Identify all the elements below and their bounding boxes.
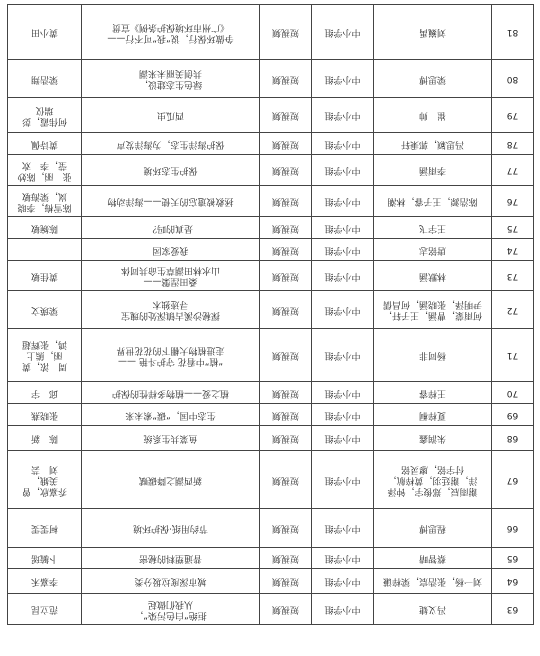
cell-title: 生态中国，“碳”索未来: [82, 404, 260, 426]
cell-num: 67: [492, 451, 534, 509]
cell-level: 中小学组: [312, 155, 374, 186]
cell-category: 短视频: [260, 548, 312, 569]
table-row: [8, 329, 534, 382]
cell-num: 63: [492, 594, 534, 625]
cell-level: 中小学组: [312, 404, 374, 426]
cell-num: 71: [492, 329, 534, 382]
cell-level: 中小学组: [312, 548, 374, 569]
cell-authors: 夏梓桐: [374, 404, 492, 426]
cell-title: 节约用纸·保护环境: [82, 509, 260, 548]
table-row: [8, 509, 534, 548]
cell-authors: 王宇飞: [374, 217, 492, 239]
cell-level: 中小学组: [312, 426, 374, 451]
cell-num: 72: [492, 291, 534, 329]
cell-teacher: 黄诗佩: [8, 133, 82, 155]
cell-num: 70: [492, 382, 534, 404]
cell-title: 探秘沙溪古镇深处的瑰宝 寻迹独木: [82, 291, 260, 329]
cell-category: 短视频: [260, 451, 312, 509]
table-row: [8, 548, 534, 569]
cell-level: 中小学组: [312, 509, 374, 548]
cell-authors: 刘一杨，张浩宸，梁梓谦: [374, 569, 492, 594]
cell-teacher: 梁浩翔: [8, 60, 82, 98]
cell-title: 保护生态环境: [82, 155, 260, 186]
table-row: [8, 569, 534, 594]
cell-teacher: 卜毓瑶: [8, 548, 82, 569]
cell-authors: 程思博: [374, 509, 492, 548]
cell-teacher: 何伟霞，彭 瑞仪: [8, 98, 82, 133]
table-row: [8, 451, 534, 509]
cell-num: 79: [492, 98, 534, 133]
cell-teacher: 黄小田: [8, 5, 82, 60]
cell-title: 桑田涅槃—— 山水林田湖草生命共同体: [82, 261, 260, 291]
cell-category: 短视频: [260, 329, 312, 382]
cell-num: 77: [492, 155, 534, 186]
cell-teacher: 邱 宇: [8, 382, 82, 404]
cell-category: 短视频: [260, 217, 312, 239]
table-row: [8, 5, 534, 60]
cell-title: 新西湖之降碳赋: [82, 451, 260, 509]
cell-category: 短视频: [260, 239, 312, 261]
cell-title: 植之爱——植物多样性的保护: [82, 382, 260, 404]
cell-authors: 冯思颖，郭秉轩: [374, 133, 492, 155]
cell-category: 短视频: [260, 133, 312, 155]
cell-authors: 何雨蒙，曹涵，王子轩， 尹明泽，张晓涵，何昌儒: [374, 291, 492, 329]
cell-num: 68: [492, 426, 534, 451]
cell-level: 中小学组: [312, 261, 374, 291]
table-row: [8, 291, 534, 329]
cell-authors: 王梓睿: [374, 382, 492, 404]
cell-authors: 崔 帅: [374, 98, 492, 133]
cell-num: 75: [492, 217, 534, 239]
cell-level: 中小学组: [312, 594, 374, 625]
cell-level: 中小学组: [312, 451, 374, 509]
cell-category: 短视频: [260, 60, 312, 98]
cell-teacher: 乔嘉欣，曾 美娥， 刘 芸: [8, 451, 82, 509]
cell-teacher: 柯雯雯: [8, 509, 82, 548]
cell-num: 65: [492, 548, 534, 569]
cell-teacher: [8, 239, 82, 261]
cell-category: 短视频: [260, 594, 312, 625]
cell-teacher: 陈婉敏: [8, 217, 82, 239]
cell-category: 短视频: [260, 5, 312, 60]
cell-num: 73: [492, 261, 534, 291]
cell-level: 中小学组: [312, 133, 374, 155]
cell-num: 66: [492, 509, 534, 548]
cell-title: 普通塑料的秘密: [82, 548, 260, 569]
cell-category: 短视频: [260, 404, 312, 426]
cell-title: 拒绝“白色污染”， 从我们做起: [82, 594, 260, 625]
cell-teacher: 范立昆: [8, 594, 82, 625]
cell-level: 中小学组: [312, 239, 374, 261]
awards-table: [7, 4, 534, 625]
cell-teacher: 黄佳敏: [8, 261, 82, 291]
cell-level: 中小学组: [312, 217, 374, 239]
cell-num: 76: [492, 186, 534, 217]
cell-title: “植”中看花 守护斗艳 —— 走进植物大棚下的花花世界: [82, 329, 260, 382]
table-body: [8, 5, 534, 625]
table-row: [8, 404, 534, 426]
cell-authors: 刘巍禹: [374, 5, 492, 60]
table-row: [8, 60, 534, 98]
cell-category: 短视频: [260, 98, 312, 133]
table-row: [8, 382, 534, 404]
cell-category: 短视频: [260, 291, 312, 329]
table-row: [8, 133, 534, 155]
cell-title: 保护海洋生态，为海洋发声: [82, 133, 260, 155]
cell-category: 短视频: [260, 155, 312, 186]
cell-num: 78: [492, 133, 534, 155]
cell-category: 短视频: [260, 261, 312, 291]
table-row: [8, 186, 534, 217]
cell-teacher: 梁瑛文: [8, 291, 82, 329]
table-row: [8, 239, 534, 261]
cell-level: 中小学组: [312, 329, 374, 382]
cell-authors: 冯义婕: [374, 594, 492, 625]
cell-teacher: 张 丽，陈妙 莹，李 欢: [8, 155, 82, 186]
cell-level: 中小学组: [312, 382, 374, 404]
cell-authors: 梁思博: [374, 60, 492, 98]
cell-title: 绿色生态建设， 共创美丽未来湖: [82, 60, 260, 98]
cell-num: 74: [492, 239, 534, 261]
cell-level: 中小学组: [312, 291, 374, 329]
cell-title: 争做环保行，说“我”可不行—— 《广州市环境保护条例》宣贯: [82, 5, 260, 60]
cell-title: 我爱家园: [82, 239, 260, 261]
cell-num: 69: [492, 404, 534, 426]
cell-level: 中小学组: [312, 186, 374, 217]
cell-category: 短视频: [260, 186, 312, 217]
table-row: [8, 594, 534, 625]
cell-teacher: 李嘉禾: [8, 569, 82, 594]
cell-num: 64: [492, 569, 534, 594]
cell-authors: 朱润鑫: [374, 426, 492, 451]
cell-title: 西瓜虫: [82, 98, 260, 133]
cell-level: 中小学组: [312, 569, 374, 594]
cell-title: 鱼菜共生系统: [82, 426, 260, 451]
cell-authors: 杨同非: [374, 329, 492, 382]
cell-authors: 陈浩源，王子睿，林潮: [374, 186, 492, 217]
cell-title: 是真的吗？: [82, 217, 260, 239]
cell-authors: 唐铭志: [374, 239, 492, 261]
cell-category: 短视频: [260, 509, 312, 548]
cell-level: 中小学组: [312, 60, 374, 98]
cell-level: 中小学组: [312, 98, 374, 133]
cell-authors: 李雨涵: [374, 155, 492, 186]
cell-teacher: 陈雪梅，李晓 岚，梁海敏: [8, 186, 82, 217]
cell-authors: 林默涵: [374, 261, 492, 291]
table-row: [8, 155, 534, 186]
cell-teacher: 张晓燕: [8, 404, 82, 426]
table-row: [8, 217, 534, 239]
cell-num: 81: [492, 5, 534, 60]
cell-category: 短视频: [260, 569, 312, 594]
cell-category: 短视频: [260, 382, 312, 404]
table-row: [8, 261, 534, 291]
table-row: [8, 426, 534, 451]
cell-teacher: 周 浓，黄 丽，熊上 鸿，张辉超: [8, 329, 82, 382]
cell-teacher: 陈 新: [8, 426, 82, 451]
cell-level: 中小学组: [312, 5, 374, 60]
cell-authors: 谢雨辰，郑俊宇，钟泽 洋，谢廷羽，黄梓航， 付宇铭，廖灵铭: [374, 451, 492, 509]
cell-title: 城市深度垃圾分类: [82, 569, 260, 594]
table-row: [8, 98, 534, 133]
cell-authors: 蔡智晴: [374, 548, 492, 569]
cell-num: 80: [492, 60, 534, 98]
cell-title: 拯救被遗忘的天使——海洋动物: [82, 186, 260, 217]
cell-category: 短视频: [260, 426, 312, 451]
